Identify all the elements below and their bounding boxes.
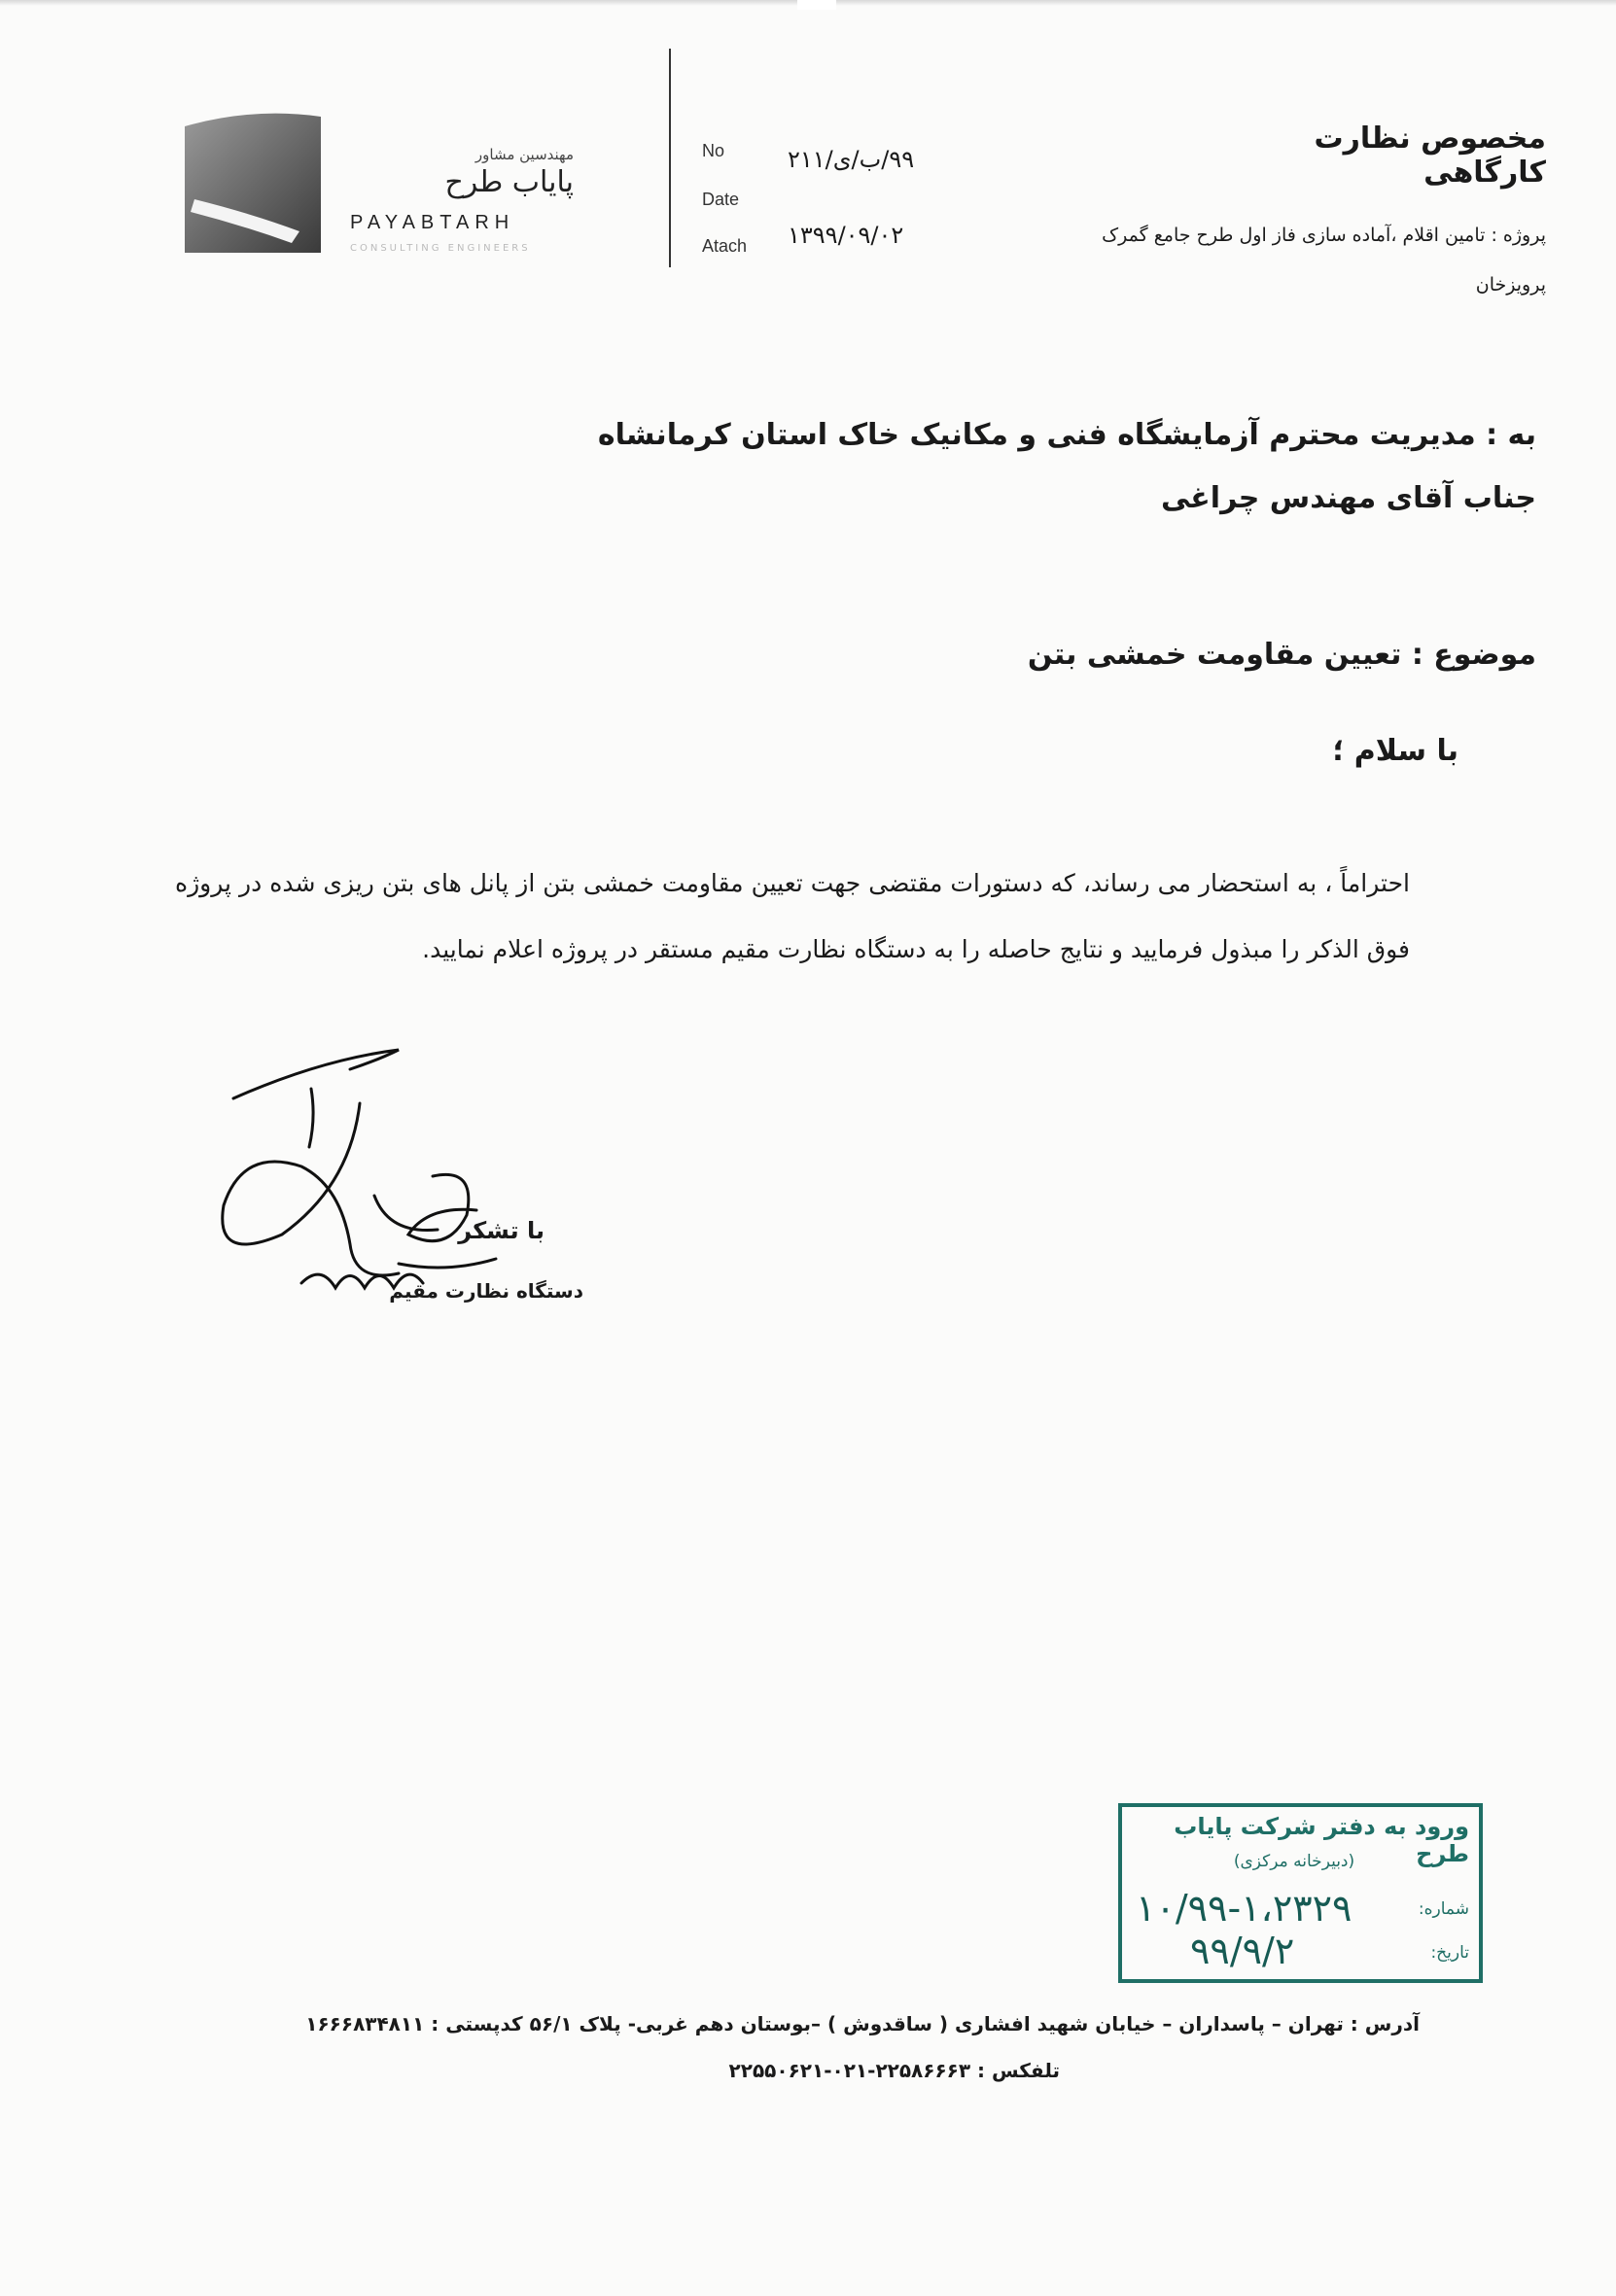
closing-office: دستگاه نظارت مقیم bbox=[389, 1279, 583, 1303]
header-divider bbox=[669, 49, 671, 267]
stamp-number-value: ۱۰/۹۹-۱،۲۳۲۹ bbox=[1136, 1887, 1353, 1930]
addressee-line-2: جناب آقای مهندس چراغی bbox=[1160, 481, 1536, 515]
addressee-line-1: به : مدیریت محترم آزمایشگاه فنی و مکانیک خاک استان کرمانشاه bbox=[597, 418, 1536, 452]
closing-thanks: با تشکر bbox=[458, 1217, 545, 1244]
subject-line: موضوع : تعیین مقاومت خمشی بتن bbox=[1027, 638, 1536, 672]
stamp-date-label: تاریخ: bbox=[1430, 1943, 1469, 1963]
body-paragraph: احتراماً ، به استحضار می رساند، که دستورات مقتضی جهت تعیین مقاومت خمشی بتن از پانل های بتن ریزی شده در پروژه فوق الذکر را مبذول فرمایید و نتایج حاصله را به دستگاه نظارت مقیم مستقر در پروژه اعلام نمایید. bbox=[175, 869, 1410, 963]
stamp-date-value: ۹۹/۹/۲ bbox=[1190, 1930, 1295, 1972]
scan-mark bbox=[797, 0, 836, 10]
logo-name-en: PAYABTARH bbox=[350, 212, 515, 233]
stamp-number-label: شماره: bbox=[1418, 1899, 1469, 1919]
logo-mark-icon bbox=[185, 107, 321, 262]
footer-address: آدرس : تهران – پاسداران – خیابان شهید افشاری ( ساقدوش ) –بوستان دهم غربی- پلاک ۵۶/۱ کدپستی : ۱۶۶۶۸۳۴۸۱۱ bbox=[305, 2012, 1420, 2035]
project-line-1: پروژه : تامین اقلام ،آماده سازی فاز اول طرح جامع گمرک bbox=[1102, 225, 1546, 246]
attach-label: Atach bbox=[702, 236, 748, 256]
registry-stamp bbox=[1118, 1803, 1483, 1983]
project-line-2: پرویزخان bbox=[1475, 274, 1546, 296]
date-label: Date bbox=[702, 190, 740, 209]
number-value: ۹۹/ب/ی/۲۱۱ bbox=[788, 146, 915, 173]
company-logo bbox=[185, 107, 642, 272]
stamp-title: ورود به دفتر شرکت پایاب طرح bbox=[1174, 1813, 1469, 1867]
date-value: ۱۳۹۹/۰۹/۰۲ bbox=[788, 222, 904, 249]
logo-small-text: مهندسین مشاور bbox=[474, 146, 574, 163]
logo-subtitle: CONSULTING ENGINEERS bbox=[350, 243, 531, 253]
number-label: No bbox=[702, 141, 725, 160]
header-title: مخصوص نظارت کارگاهی bbox=[1314, 122, 1546, 190]
logo-name-fa: پایاب طرح bbox=[444, 165, 574, 199]
stamp-subtitle: (دبیرخانه مرکزی) bbox=[1233, 1852, 1355, 1871]
footer-phone: تلفکس : ۲۲۵۸۶۶۶۳-۰۲۱-۲۲۵۵۰۶۲۱ bbox=[728, 2059, 1060, 2082]
greeting: با سلام ؛ bbox=[1332, 734, 1458, 768]
